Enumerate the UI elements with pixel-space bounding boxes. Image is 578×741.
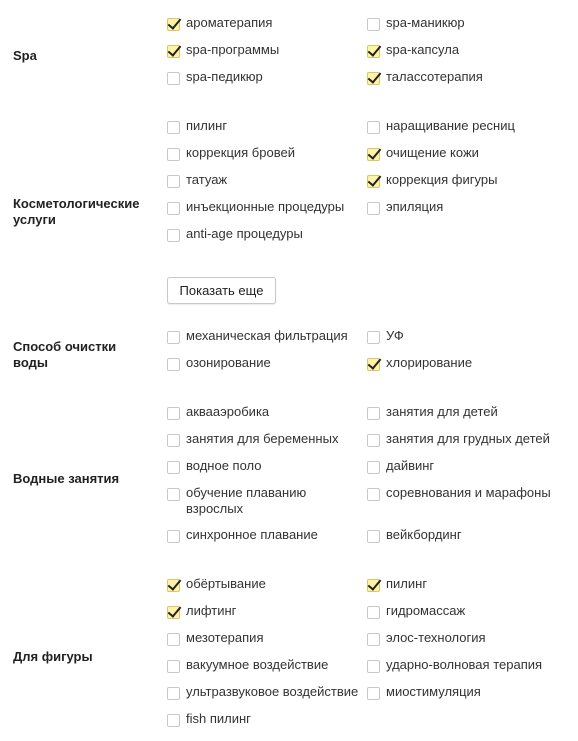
checkbox[interactable] — [367, 175, 380, 188]
option-label: дайвинг — [386, 458, 435, 473]
option-item[interactable] — [367, 657, 567, 673]
checkbox[interactable] — [167, 407, 180, 420]
option-label: занятия для детей — [386, 404, 498, 419]
option-item[interactable] — [367, 576, 567, 592]
option-label: водное поло — [186, 458, 262, 473]
option-label: аквааэробика — [186, 404, 270, 419]
checkbox[interactable] — [167, 358, 180, 371]
option-item[interactable] — [167, 355, 367, 371]
checkbox[interactable] — [367, 358, 380, 371]
option-label: ударно-волновая терапия — [386, 657, 543, 672]
checkbox[interactable] — [167, 530, 180, 543]
option-label: УФ — [386, 328, 404, 343]
option-item[interactable] — [167, 404, 367, 420]
option-item[interactable] — [367, 172, 567, 188]
option-item[interactable] — [367, 603, 567, 619]
option-label: пилинг — [386, 576, 428, 591]
option-label: очищение кожи — [386, 145, 479, 160]
section-title: Водные занятия — [13, 471, 120, 486]
checkbox[interactable] — [367, 407, 380, 420]
option-item[interactable] — [167, 630, 367, 646]
section-title: Способ очистки воды — [13, 339, 117, 370]
checkbox[interactable] — [167, 660, 180, 673]
option-item[interactable] — [167, 527, 367, 543]
option-label: вейкбординг — [386, 527, 462, 542]
checkbox[interactable] — [167, 488, 180, 501]
option-label: наращивание ресниц — [386, 118, 515, 133]
option-label: ароматерапия — [186, 15, 273, 30]
show-more-button[interactable]: Показать еще — [167, 277, 276, 304]
option-label: обёртывание — [186, 576, 266, 591]
option-label: spa-педикюр — [186, 69, 263, 84]
option-label: инъекционные процедуры — [186, 199, 345, 214]
checkbox[interactable] — [167, 714, 180, 727]
option-item[interactable] — [367, 69, 567, 85]
option-label: ультразвуковое воздействие — [186, 684, 359, 699]
checkbox[interactable] — [367, 687, 380, 700]
option-item[interactable] — [167, 458, 367, 474]
checkbox[interactable] — [367, 461, 380, 474]
option-item[interactable] — [367, 485, 567, 501]
option-item[interactable] — [167, 199, 367, 215]
option-label: эпиляция — [386, 199, 444, 214]
checkbox[interactable] — [167, 18, 180, 31]
option-item[interactable] — [167, 711, 367, 727]
checkbox[interactable] — [167, 579, 180, 592]
option-label: озонирование — [186, 355, 271, 370]
checkbox[interactable] — [367, 488, 380, 501]
option-item[interactable] — [167, 42, 367, 58]
option-label: обучение плаванию взрослых — [186, 485, 307, 516]
checkbox[interactable] — [167, 202, 180, 215]
checkbox[interactable] — [367, 434, 380, 447]
option-item[interactable] — [367, 431, 567, 447]
checkbox[interactable] — [367, 72, 380, 85]
checkbox[interactable] — [167, 606, 180, 619]
option-item[interactable] — [367, 355, 567, 371]
checkbox[interactable] — [167, 175, 180, 188]
option-label: мезотерапия — [186, 630, 264, 645]
option-label: spa-маникюр — [386, 15, 465, 30]
section-title: Spa — [13, 48, 37, 63]
option-label: anti-age процедуры — [186, 226, 303, 241]
option-item[interactable] — [167, 118, 367, 134]
option-label: вакуумное воздействие — [186, 657, 329, 672]
option-item[interactable] — [167, 328, 367, 344]
option-label: хлорирование — [386, 355, 473, 370]
checkbox[interactable] — [367, 633, 380, 646]
checkbox[interactable] — [167, 72, 180, 85]
option-label: spa-программы — [186, 42, 280, 57]
option-item[interactable] — [167, 603, 367, 619]
option-label: занятия для беременных — [186, 431, 339, 446]
checkbox[interactable] — [167, 45, 180, 58]
option-label: талассотерапия — [386, 69, 483, 84]
option-item[interactable] — [167, 226, 367, 242]
checkbox[interactable] — [367, 45, 380, 58]
checkbox[interactable] — [367, 530, 380, 543]
checkbox[interactable] — [367, 606, 380, 619]
option-item[interactable] — [367, 404, 567, 420]
option-item[interactable] — [367, 42, 567, 58]
section-title: Для фигуры — [13, 649, 93, 664]
option-label: синхронное плавание — [186, 527, 318, 542]
checkbox[interactable] — [367, 148, 380, 161]
checkbox[interactable] — [167, 229, 180, 242]
option-item[interactable] — [367, 15, 567, 31]
option-item[interactable] — [167, 576, 367, 592]
checkbox[interactable] — [167, 148, 180, 161]
checkbox[interactable] — [167, 121, 180, 134]
checkbox[interactable] — [167, 434, 180, 447]
option-item[interactable] — [167, 431, 367, 447]
option-item[interactable] — [167, 684, 367, 700]
checkbox[interactable] — [367, 579, 380, 592]
checkbox[interactable] — [367, 121, 380, 134]
checkbox[interactable] — [367, 660, 380, 673]
option-label: механическая фильтрация — [186, 328, 348, 343]
option-item[interactable] — [367, 328, 567, 344]
option-item[interactable] — [367, 684, 567, 700]
option-item[interactable] — [367, 458, 567, 474]
option-item[interactable] — [367, 145, 567, 161]
option-item[interactable] — [167, 15, 367, 31]
option-label: занятия для грудных детей — [386, 431, 550, 446]
option-label: миостимуляция — [386, 684, 481, 699]
option-label: лифтинг — [186, 603, 237, 618]
option-label: татуаж — [186, 172, 228, 187]
checkbox[interactable] — [167, 461, 180, 474]
checkbox[interactable] — [367, 202, 380, 215]
option-item[interactable] — [167, 69, 367, 85]
option-item[interactable] — [167, 485, 337, 517]
option-item[interactable] — [367, 527, 567, 543]
option-label: элос-технология — [386, 630, 486, 645]
option-label: fish пилинг — [186, 711, 251, 726]
option-label: гидромассаж — [386, 603, 466, 618]
option-item[interactable] — [167, 145, 367, 161]
option-item[interactable] — [367, 118, 567, 134]
option-label: соревнования и марафоны — [386, 485, 551, 500]
checkbox[interactable] — [167, 633, 180, 646]
option-label: пилинг — [186, 118, 228, 133]
option-item[interactable] — [167, 172, 367, 188]
option-item[interactable] — [367, 630, 567, 646]
option-label: коррекция фигуры — [386, 172, 498, 187]
option-label: spa-капсула — [386, 42, 460, 57]
option-label: коррекция бровей — [186, 145, 295, 160]
checkbox[interactable] — [167, 331, 180, 344]
checkbox[interactable] — [367, 18, 380, 31]
option-item[interactable] — [367, 199, 567, 215]
checkbox[interactable] — [167, 687, 180, 700]
section-title: Косметологические услуги — [13, 196, 140, 227]
option-item[interactable] — [167, 657, 367, 673]
checkbox[interactable] — [367, 331, 380, 344]
